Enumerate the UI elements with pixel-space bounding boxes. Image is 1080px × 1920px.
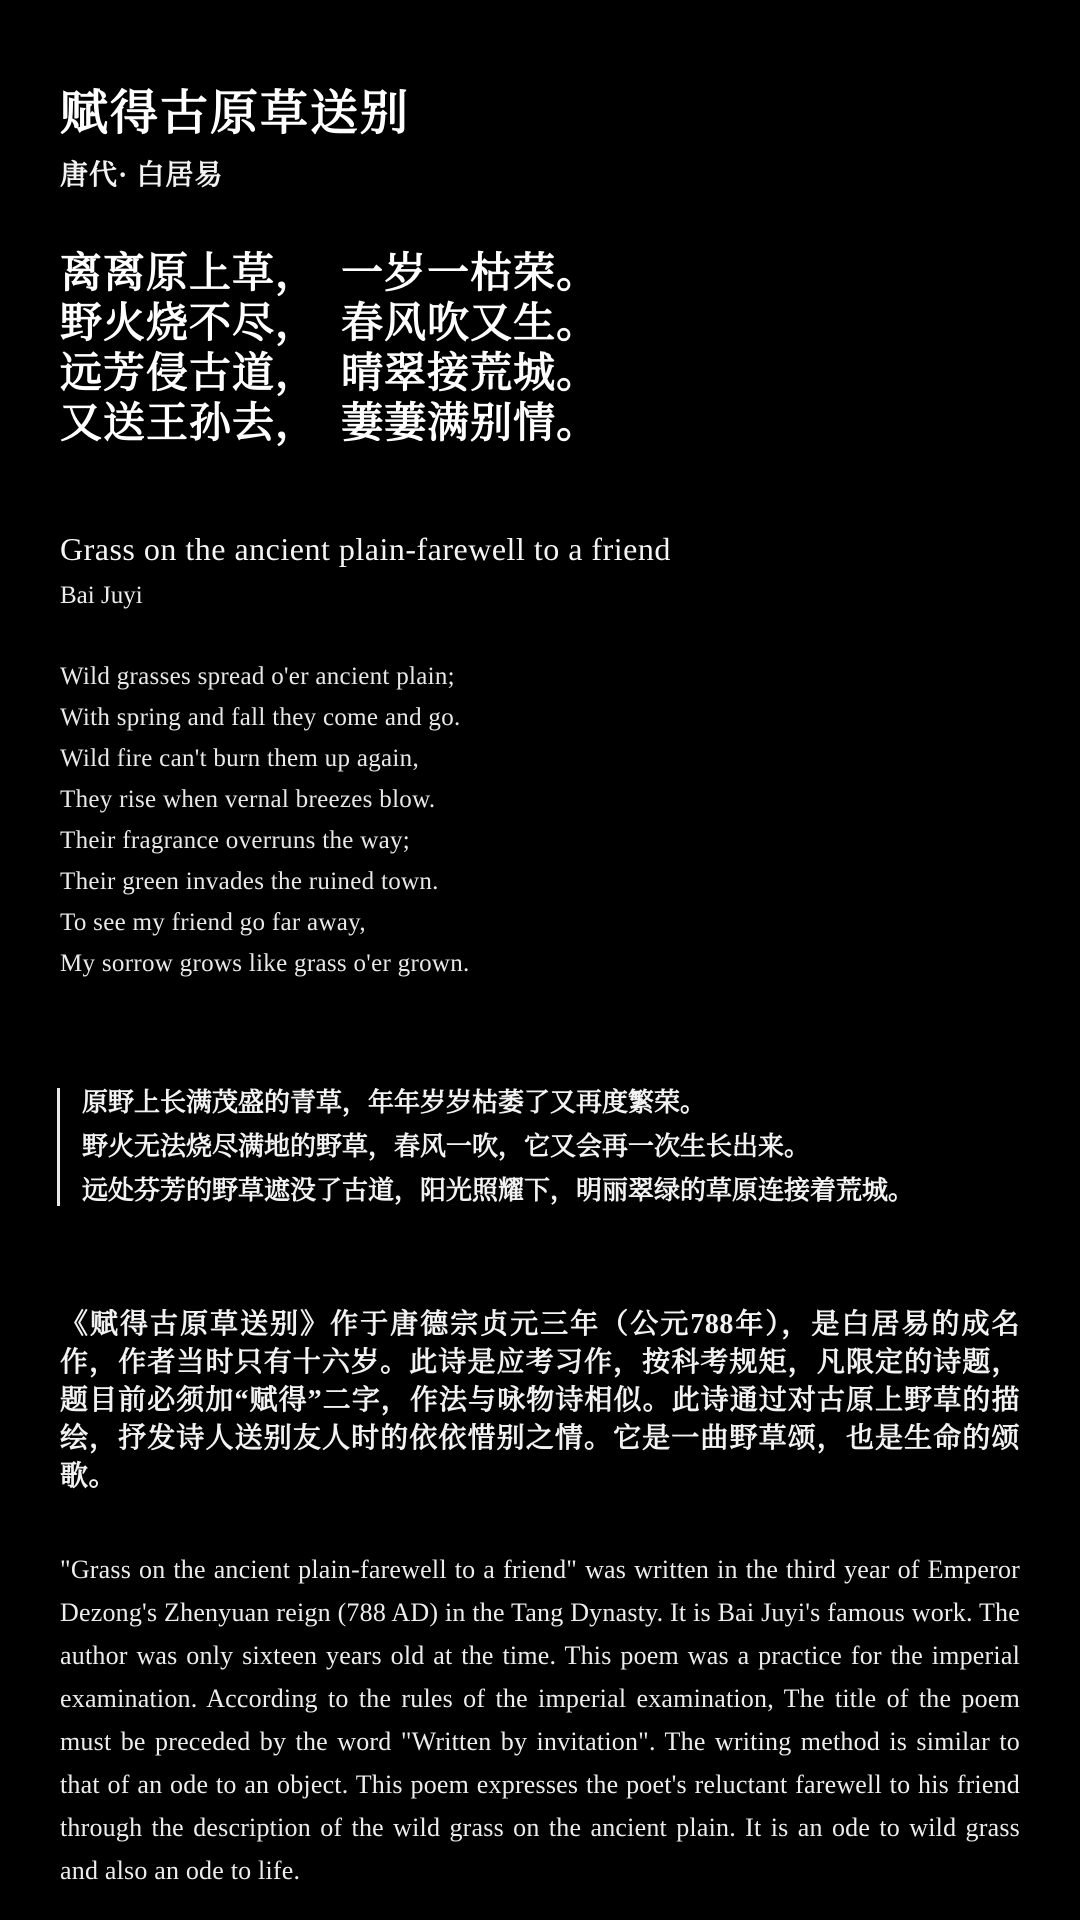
poem-body-cn: [60, 249, 1020, 449]
poem-line-cn: [60, 399, 1020, 449]
poem-header-en: [60, 531, 1020, 610]
poem-header: [60, 88, 1020, 193]
poem-line-half: 晴翠接荒城。: [341, 350, 600, 397]
translation-line: 远处芬芳的野草遮没了古道，阳光照耀下，明丽翠绿的草原连接着荒城。: [82, 1175, 915, 1205]
translation-line: 野火无法烧尽满地的野草，春风一吹，它又会再一次生长出来。: [82, 1131, 811, 1161]
vernacular-translation-block: [57, 1088, 1020, 1206]
poem-title-cn: 赋得古原草送别: [60, 87, 411, 140]
poem-line-en: Their green invades the ruined town.: [60, 867, 439, 895]
poem-body-en: [60, 656, 1020, 984]
poem-line-en: Their fragrance overruns the way;: [60, 826, 411, 854]
poem-line-half: 萋萋满别情。: [341, 400, 600, 447]
poem-line-cn: [60, 299, 1020, 349]
poem-line-cn: [60, 349, 1020, 399]
poem-line-en: My sorrow grows like grass o'er grown.: [60, 949, 470, 977]
poem-line-en: They rise when vernal breezes blow.: [60, 785, 436, 813]
poem-title-en: Grass on the ancient plain-farewell to a friend: [60, 530, 671, 567]
translation-line: 原野上长满茂盛的青草，年年岁岁枯萎了又再度繁荣。: [82, 1087, 707, 1117]
poem-line-en: With spring and fall they come and go.: [60, 703, 461, 731]
poem-dynasty-author-cn: 唐代· 白居易: [60, 159, 224, 191]
poem-line-half: 春风吹又生。: [341, 300, 600, 347]
commentary-paragraph-cn: 《赋得古原草送别》作于唐德宗贞元三年（公元788年），是白居易的成名作，作者当时只有十六岁。此诗是应考习作，按科考规矩，凡限定的诗题，题目前必须加“赋得”二字，作法与咏物诗相似。此诗通过对古原上野草的描绘，抒发诗人送别友人时的依依惜别之情。它是一曲野草颂，也是生命的颂歌。: [60, 1308, 1020, 1492]
commentary-paragraph-en: "Grass on the ancient plain-farewell to a friend" was written in the third year of Emperor Dezong's Zhenyuan reign (788 AD) in the Tang Dynasty. It is Bai Juyi's famous work. The author was only sixteen years old at the time. This poem was a practice for the imperial examination. According to the rules of the imperial examination, The title of the poem must be preceded by the word "Written by invitation". The writing method is similar to that of an ode to an object. This poem expresses the poet's reluctant farewell to his friend through the description of the wild grass on the ancient plain. It is an ode to wild grass and also an ode to life.: [60, 1554, 1020, 1885]
poem-line-half: 野火烧不尽，: [60, 300, 319, 347]
poem-line-en: Wild fire can't burn them up again,: [60, 744, 420, 772]
poem-line-half: 离离原上草，: [60, 250, 319, 297]
poem-line-en: Wild grasses spread o'er ancient plain;: [60, 662, 455, 690]
poem-line-half: 一岁一枯荣。: [341, 250, 600, 297]
poem-line-en: To see my friend go far away,: [60, 908, 366, 936]
poem-line-half: 又送王孙去，: [60, 400, 319, 447]
poem-line-cn: [60, 249, 1020, 299]
poem-author-en: Bai Juyi: [60, 581, 143, 609]
poem-line-half: 远芳侵古道，: [60, 350, 319, 397]
